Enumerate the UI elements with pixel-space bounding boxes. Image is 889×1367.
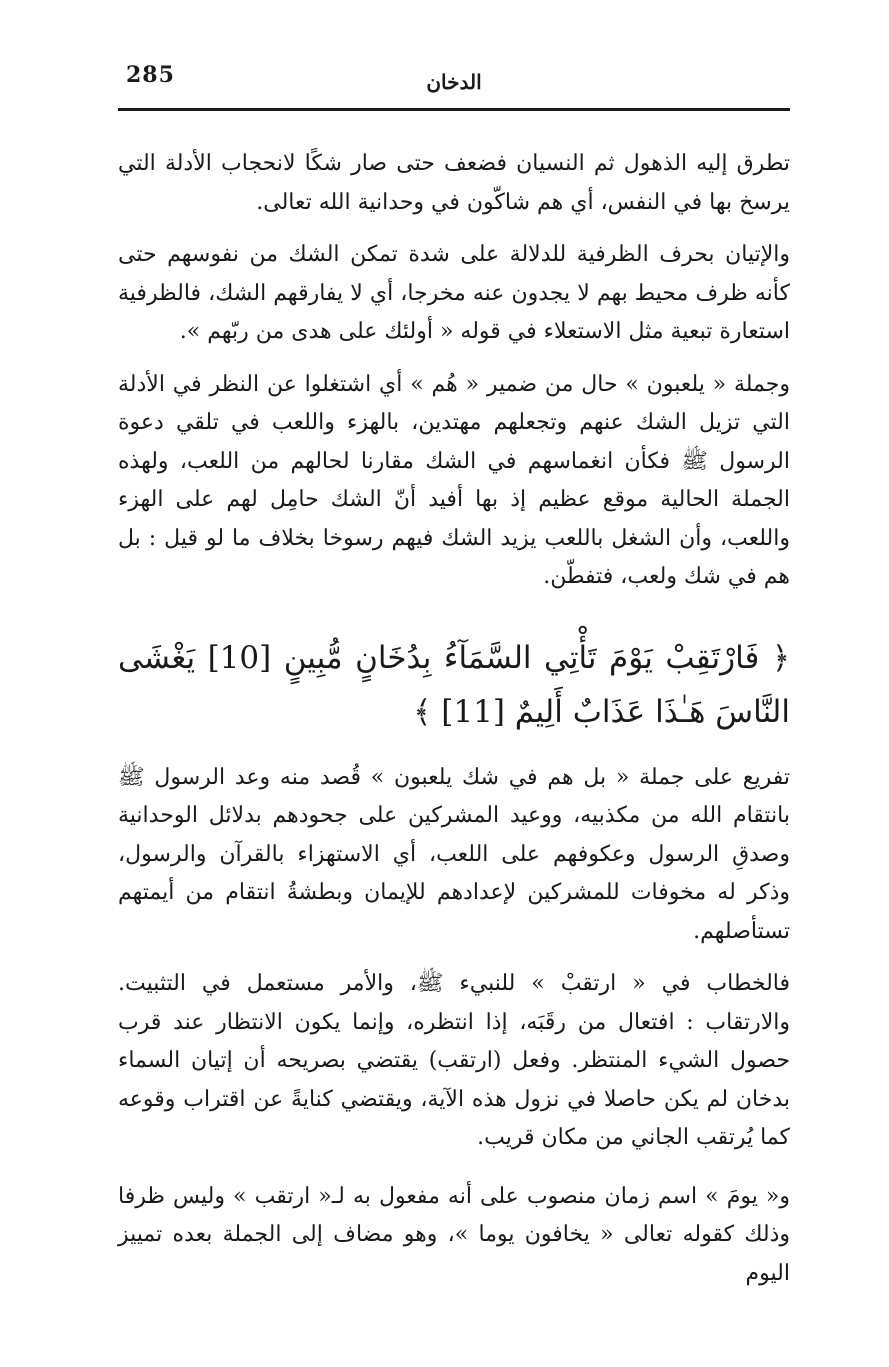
paragraph-3: وجملة « يلعبون » حال من ضمير « هُم » أي اشتغلوا عن النظر في الأدلة التي تزيل الشك عنهم وتجعلهم مهتدين، بالهزء واللعب في تلقي دعوة الرسول ﷺ فكأن انغماسهم في الشك مقارنا لحالهم من اللعب، ولهذه الجملة الحالية موقع عظيم إذ بها أفيد أنّ الشك حامِل لهم على الهزء واللعب، وأن الشغل باللعب يزيد الشك فيهم رسوخا بخلاف ما لو قيل : بل هم في شك ولعب، فتفطّن.	[118, 371, 790, 589]
page-body	[118, 145, 790, 1293]
page-number: 285	[126, 62, 175, 88]
running-title: الدخان	[426, 70, 482, 94]
paragraph-6: و« يومَ » اسم زمان منصوب على أنه مفعول به لـ« ارتقب » وليس ظرفا وذلك كقوله تعالى « يخافون يوما »، وهو مضاف إلى الجملة بعده تمييز اليوم	[118, 1183, 790, 1286]
paragraph-5: فالخطاب في « ارتقبْ » للنبيء ﷺ، والأمر مستعمل في التثبيت. والارتقاب : افتعال من رقَبَه، إذا انتظره، وإنما يكون الانتظار عند قرب حصول الشيء المنتظر. وفعل (ارتقب) يقتضي بصريحه أن إتيان السماء بدخان لم يكن حاصلا في نزول هذه الآية، ويقتضي كنايةً عن اقتراب وقوعه كما يُرتقب الجاني من مكان قريب.	[118, 971, 790, 1150]
page-header	[118, 60, 790, 111]
paragraph-1: تطرق إليه الذهول ثم النسيان فضعف حتى صار شكًا لانحجاب الأدلة التي يرسخ بها في النفس، أي هم شاكّون في وحدانية الله تعالى.	[118, 151, 790, 215]
quran-verse: ﴿ فَارْتَقِبْ يَوْمَ تَأْتِي السَّمَآءُ بِدُخَانٍ مُّبِينٍ [10] يَغْشَى النَّاسَ هَـٰذَا عَذَابٌ أَلِيمٌ [11] ﴾	[118, 639, 790, 730]
paragraph-4: تفريع على جملة « بل هم في شك يلعبون » قُصد منه وعد الرسول ﷺ بانتقام الله من مكذبيه، ووعيد المشركين على جحودهم بدلائل الوحدانية وصدقِ الرسول وعكوفهم على اللعب، أي الاستهزاء بالقرآن والرسول، وذكر له مخوفات للمشركين لإعدادهم للإيمان وبطشةُ انتقام من أيمتهم تستأصلهم.	[118, 764, 790, 944]
paragraph-2: والإتيان بحرف الظرفية للدلالة على شدة تمكن الشك من نفوسهم حتى كأنه ظرف محيط بهم لا يجدون عنه مخرجا، أي لا يفارقهم الشك، فالظرفية استعارة تبعية مثل الاستعلاء في قوله « أولئك على هدى من ربّهم ».	[118, 242, 790, 344]
